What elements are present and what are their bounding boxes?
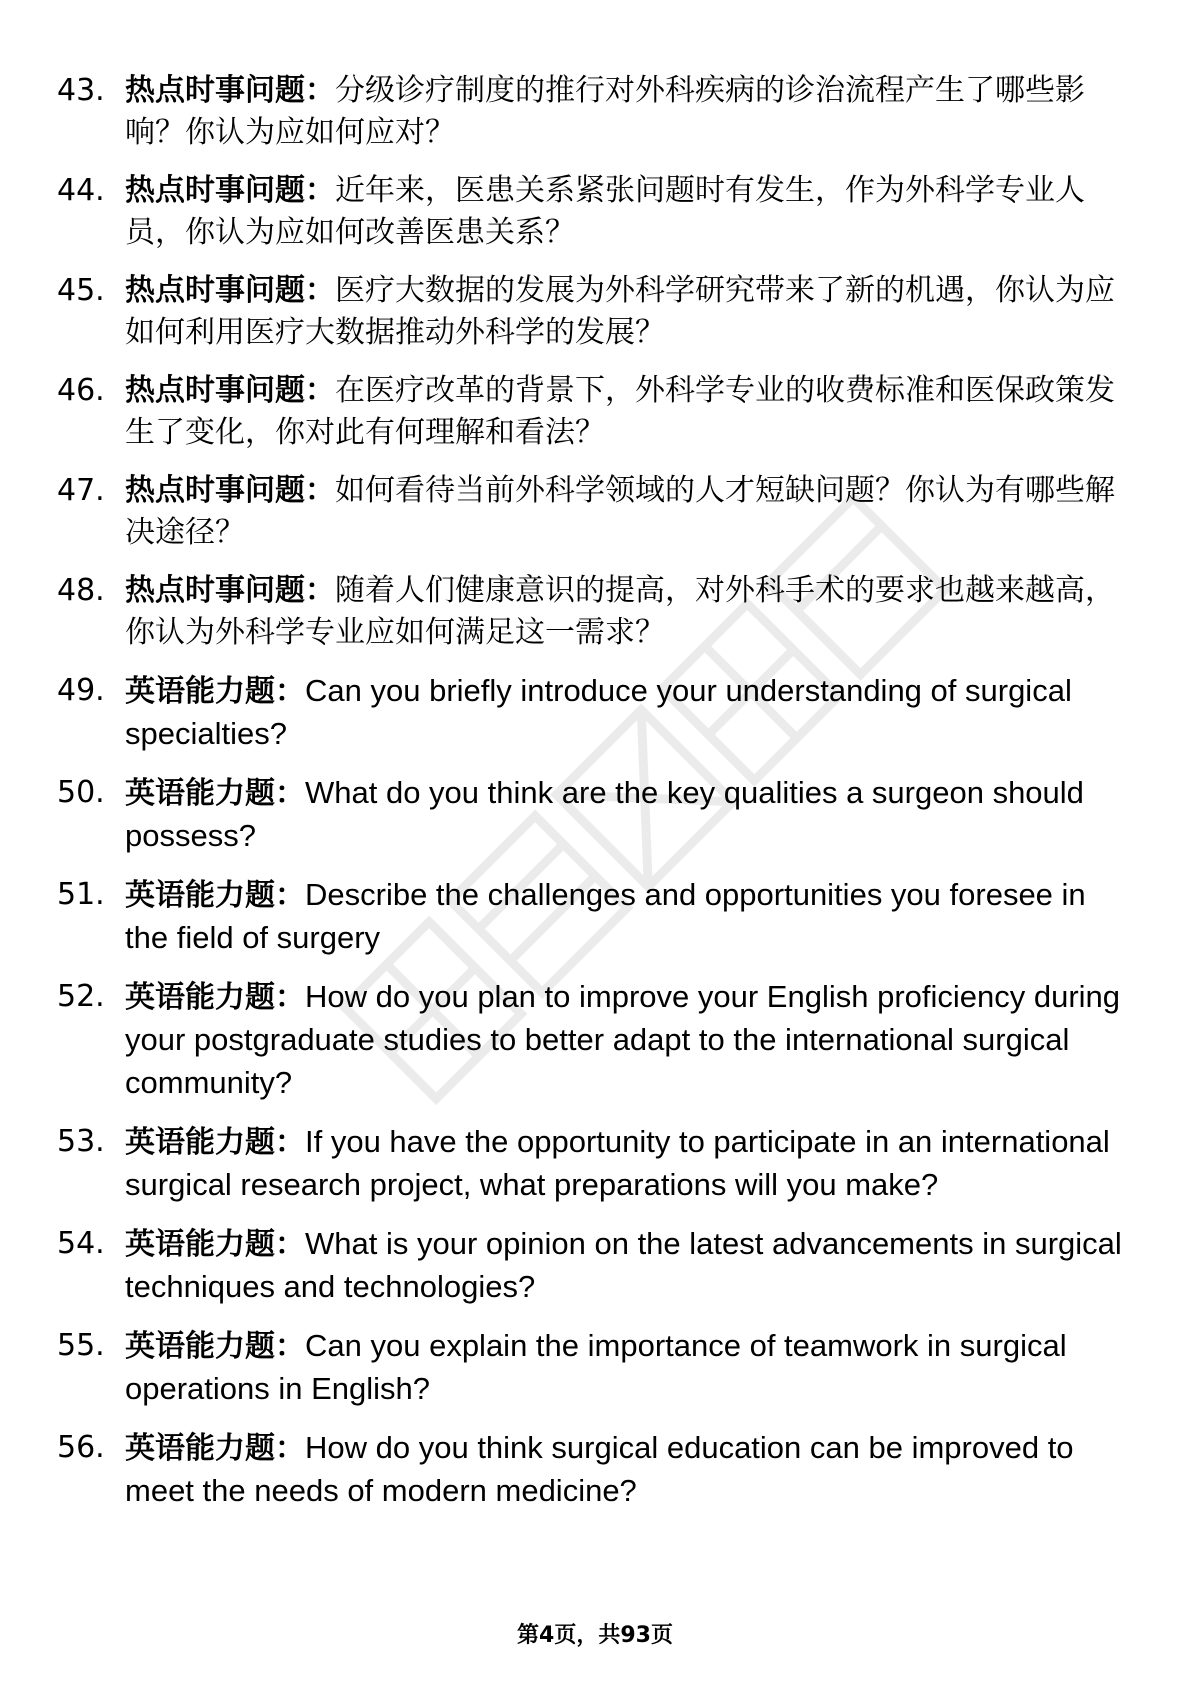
question-number: 43. [57, 73, 105, 108]
question-category: 热点时事问题： [125, 373, 335, 408]
page-footer: 第4页，共93页 [517, 1623, 673, 1648]
question-number: 56. [57, 1430, 105, 1465]
question-category: 英语能力题： [125, 980, 305, 1015]
question-category: 英语能力题： [125, 878, 305, 913]
question-category: 热点时事问题： [125, 473, 335, 508]
question-text: 随着人们健康意识的提高，对外科手术的要求也越来越高，你认为外科学专业应如何满足这一需求？ [125, 573, 1115, 650]
question-text: If you have the opportunity to participate in an international surgical research project, what preparations will you make? [125, 1124, 1110, 1202]
question-number: 48. [57, 573, 105, 608]
question-item [57, 670, 1137, 756]
question-text: 如何看待当前外科学领域的人才短缺问题？你认为有哪些解决途径？ [125, 473, 1115, 550]
question-number: 51. [57, 877, 105, 912]
question-item [57, 370, 1137, 454]
question-item [57, 170, 1137, 254]
question-text: Describe the challenges and opportunities you foresee in the field of surgery [125, 877, 1086, 955]
question-number: 54. [57, 1226, 105, 1261]
question-number: 46. [57, 373, 105, 408]
question-category: 热点时事问题： [125, 73, 335, 108]
question-text: Can you explain the importance of teamwork in surgical operations in English? [125, 1328, 1067, 1406]
question-item [57, 1121, 1137, 1207]
question-text: How do you plan to improve your English proficiency during your postgraduate studies to better adapt to the international surgical community? [125, 979, 1121, 1100]
question-number: 55. [57, 1328, 105, 1363]
question-text: 近年来，医患关系紧张问题时有发生，作为外科学专业人员，你认为应如何改善医患关系？ [125, 173, 1085, 250]
question-item [57, 874, 1137, 960]
question-item [57, 1427, 1137, 1513]
question-item [57, 1325, 1137, 1411]
question-text: What do you think are the key qualities a surgeon should possess? [125, 775, 1084, 853]
question-category: 英语能力题： [125, 776, 305, 811]
question-number: 45. [57, 273, 105, 308]
question-number: 50. [57, 775, 105, 810]
question-item [57, 772, 1137, 858]
question-number: 53. [57, 1124, 105, 1159]
question-category: 英语能力题： [125, 1227, 305, 1262]
question-number: 44. [57, 173, 105, 208]
question-text: 分级诊疗制度的推行对外科疾病的诊治流程产生了哪些影响？你认为应如何应对？ [125, 73, 1085, 150]
question-category: 英语能力题： [125, 1329, 305, 1364]
question-item [57, 1223, 1137, 1309]
question-list [57, 70, 1137, 1529]
question-item [57, 570, 1137, 654]
question-category: 热点时事问题： [125, 173, 335, 208]
question-category: 热点时事问题： [125, 573, 335, 608]
question-item [57, 270, 1137, 354]
question-text: What is your opinion on the latest advancements in surgical techniques and technologies? [125, 1226, 1122, 1304]
question-number: 49. [57, 673, 105, 708]
question-item [57, 70, 1137, 154]
question-text: 医疗大数据的发展为外科学研究带来了新的机遇，你认为应如何利用医疗大数据推动外科学的发展？ [125, 273, 1115, 350]
question-text: How do you think surgical education can be improved to meet the needs of modern medicine? [125, 1430, 1074, 1508]
question-category: 热点时事问题： [125, 273, 335, 308]
question-item [57, 976, 1137, 1105]
question-category: 英语能力题： [125, 1125, 305, 1160]
question-category: 英语能力题： [125, 1431, 305, 1466]
question-number: 47. [57, 473, 105, 508]
question-text: 在医疗改革的背景下，外科学专业的收费标准和医保政策发生了变化，你对此有何理解和看法？ [125, 373, 1115, 450]
question-text: Can you briefly introduce your understanding of surgical specialties? [125, 673, 1072, 751]
question-item [57, 470, 1137, 554]
question-category: 英语能力题： [125, 674, 305, 709]
question-number: 52. [57, 979, 105, 1014]
